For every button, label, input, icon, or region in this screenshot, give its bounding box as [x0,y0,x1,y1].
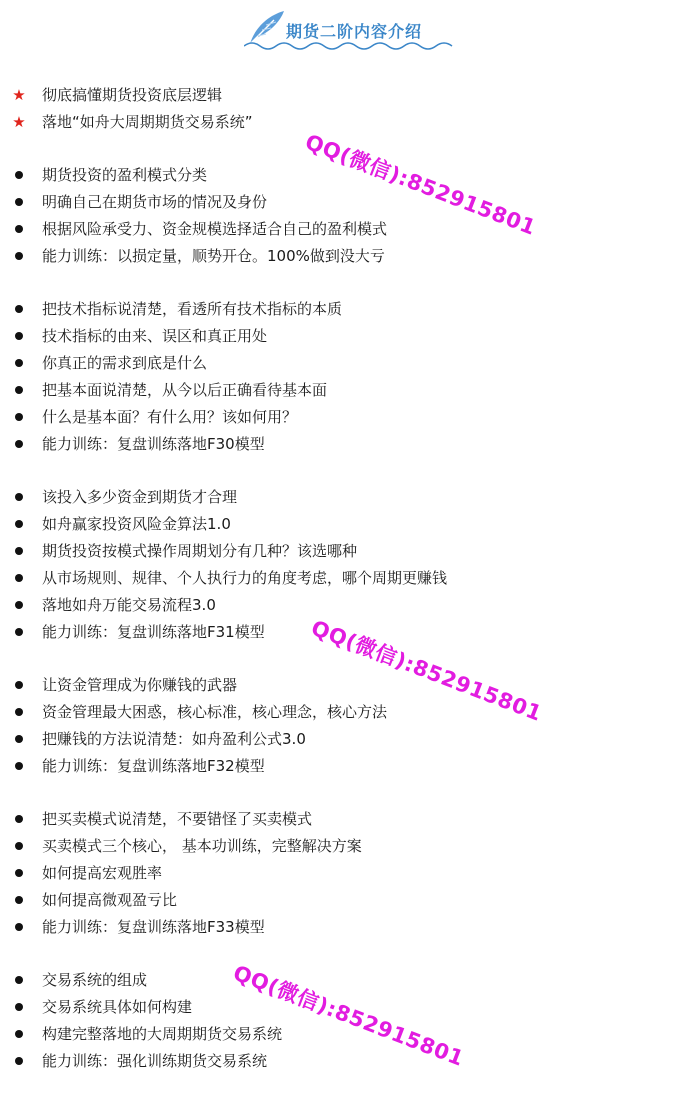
wave-divider [244,38,456,54]
bullet-icon [15,359,23,367]
page-title: 期货二阶内容介绍 [286,22,423,41]
list-item-text: 明确自己在期货市场的情况及身份 [42,193,268,211]
bullet-icon [15,762,23,770]
list-item-text: 能力训练：强化训练期货交易系统 [42,1052,268,1070]
list-item-text: 你真正的需求到底是什么 [42,354,208,372]
bullet-icon [15,681,23,689]
list-item-text: 能力训练：复盘训练落地F30模型 [42,435,265,453]
list-item-text: 彻底搞懂期货投资底层逻辑 [42,86,223,104]
section-header [0,0,700,60]
list-item-text: 交易系统具体如何构建 [42,998,193,1016]
bullet-icon [15,252,23,260]
watermark: QQ(微信):852915801 [301,129,540,240]
bullet-icon [15,574,23,582]
bullet-icon [15,520,23,528]
bullet-icon [15,1003,23,1011]
bullet-icon [15,869,23,877]
bullet-icon [15,305,23,313]
bullet-icon [15,547,23,555]
list-item-text: 把基本面说清楚，从今以后正确看待基本面 [42,381,328,399]
bullet-icon [15,628,23,636]
star-icon: ★ [12,86,26,104]
bullet-icon [15,493,23,501]
star-icon: ★ [12,113,26,131]
list-item-text: 能力训练：复盘训练落地F31模型 [42,623,265,641]
bullet-icon [15,332,23,340]
bullet-icon [15,225,23,233]
watermark: QQ(微信):852915801 [307,615,546,726]
bullet-icon [15,440,23,448]
list-item-text: 落地“如舟大周期期货交易系统” [42,113,253,131]
list-item-text: 如何提高宏观胜率 [42,864,163,882]
list-item-text: 该投入多少资金到期货才合理 [42,488,238,506]
watermark: QQ(微信):852915801 [229,960,468,1071]
list-item-text: 期货投资的盈利模式分类 [42,166,208,184]
bullet-icon [15,1057,23,1065]
list-item-text: 技术指标的由来、误区和真正用处 [42,327,268,345]
list-item-text: 如何提高微观盈亏比 [42,891,178,909]
list-item-text: 从市场规则、规律、个人执行力的角度考虑，哪个周期更赚钱 [42,569,448,587]
bullet-icon [15,708,23,716]
bullet-icon [15,171,23,179]
list-item-text: 买卖模式三个核心， 基本功训练，完整解决方案 [42,837,362,855]
list-item-text: 根据风险承受力、资金规模选择适合自己的盈利模式 [42,220,388,238]
list-item-text: 如舟赢家投资风险金算法1.0 [42,515,231,533]
list-item-text: 落地如舟万能交易流程3.0 [42,596,216,614]
list-item-text: 资金管理最大困惑，核心标准，核心理念，核心方法 [42,703,388,721]
list-item-text: 能力训练：复盘训练落地F33模型 [42,918,265,936]
list-item-text: 交易系统的组成 [42,971,148,989]
bullet-icon [15,842,23,850]
bullet-icon [15,198,23,206]
list-item-text: 把技术指标说清楚，看透所有技术指标的本质 [42,300,343,318]
list-item-text: 构建完整落地的大周期期货交易系统 [42,1025,283,1043]
list-item-text: 让资金管理成为你赚钱的武器 [42,676,238,694]
bullet-icon [15,386,23,394]
bullet-icon [15,413,23,421]
bullet-icon [15,1030,23,1038]
bullet-icon [15,735,23,743]
list-item-text: 能力训练：复盘训练落地F32模型 [42,757,265,775]
list-item-text: 把买卖模式说清楚，不要错怪了买卖模式 [42,810,313,828]
bullet-icon [15,976,23,984]
list-item-text: 能力训练：以损定量，顺势开仓。100%做到没大亏 [42,247,385,265]
list-item-text: 把赚钱的方法说清楚：如舟盈利公式3.0 [42,730,306,748]
list-item-text: 什么是基本面？有什么用？该如何用？ [42,408,298,426]
bullet-icon [15,601,23,609]
bullet-icon [15,815,23,823]
bullet-icon [15,896,23,904]
bullet-icon [15,923,23,931]
list-item-text: 期货投资按模式操作周期划分有几种？该选哪种 [42,542,358,560]
